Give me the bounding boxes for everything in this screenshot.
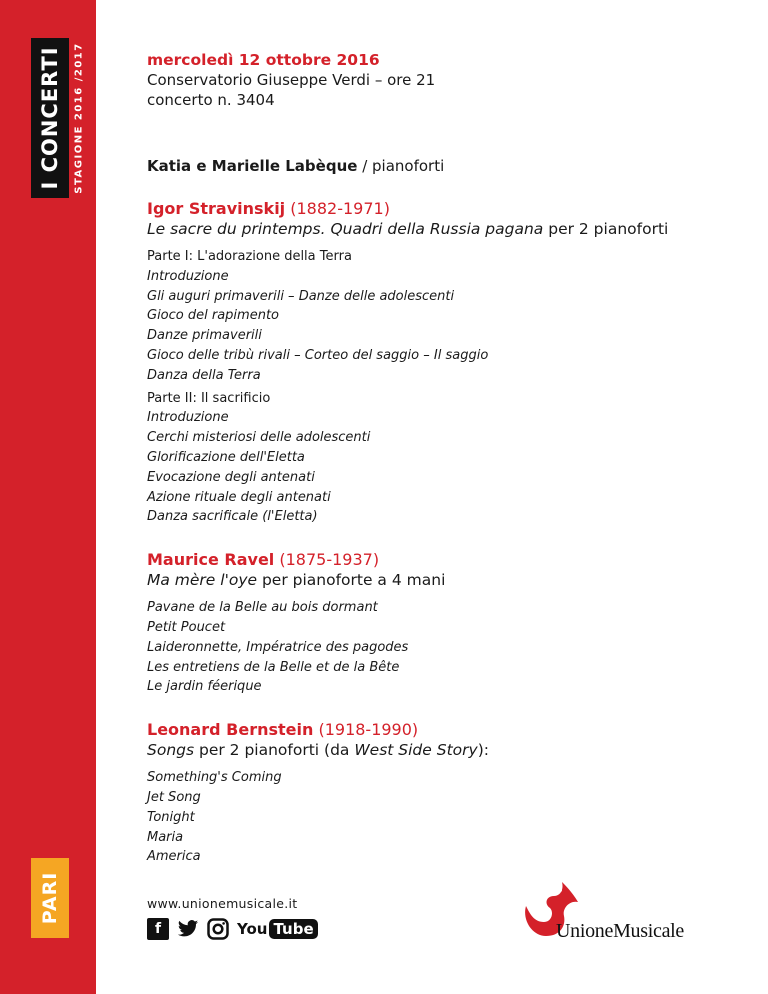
performer-instrument: / pianoforti — [357, 157, 445, 175]
social-links — [147, 918, 318, 940]
movement: Les entretiens de la Belle et de la Bête — [147, 659, 400, 675]
movement: Laideronnette, Impératrice des pagodes — [147, 639, 409, 655]
composer-line — [147, 719, 747, 740]
movement: Gioco del rapimento — [147, 308, 279, 324]
category-label: PARI — [39, 871, 61, 925]
work-title: Ma mère l'oye — [147, 571, 258, 590]
movement: Glorificazione dell'Eletta — [147, 449, 305, 465]
performers — [147, 156, 747, 176]
twitter-icon[interactable] — [177, 918, 199, 940]
part-title: Parte I: L'adorazione della Terra — [147, 249, 352, 264]
movement: Maria — [147, 829, 184, 845]
piece-ravel — [147, 549, 747, 697]
youtube-tube: Tube — [269, 919, 317, 939]
movement: Le jardin féerique — [147, 679, 262, 695]
season-label: STAGIONE 2016 /2017 — [73, 42, 85, 194]
work-scoring: per pianoforte a 4 mani — [257, 571, 446, 590]
concert-number: concerto n. 3404 — [147, 91, 275, 109]
composer-years: (1918-1990) — [313, 720, 419, 740]
sidebar — [0, 0, 96, 994]
movement: Cerchi misteriosi delle adolescenti — [147, 430, 371, 446]
work-title-line — [147, 219, 747, 240]
composer-years: (1882-1971) — [285, 199, 390, 218]
movement: Danza della Terra — [147, 367, 261, 383]
movement: Gli auguri primaverili – Danze delle adolescenti — [147, 288, 455, 304]
movement: Danza sacrificale (l'Eletta) — [147, 509, 318, 525]
part-title: Parte II: Il sacrificio — [147, 390, 271, 406]
movement: Azione rituale degli antenati — [147, 489, 331, 505]
movement: Tonight — [147, 809, 195, 825]
movement: Introduzione — [147, 410, 229, 426]
movement: America — [147, 849, 201, 865]
movement: Petit Poucet — [147, 619, 226, 635]
movement: Danze primaverili — [147, 328, 262, 344]
unione-musicale-logo — [520, 880, 710, 950]
work-scoring: per 2 pianoforti (da — [194, 741, 355, 760]
instagram-icon[interactable] — [207, 918, 229, 940]
composer-name: Maurice Ravel — [147, 550, 275, 570]
movement: Pavane de la Belle au bois dormant — [147, 600, 378, 616]
movement: Jet Song — [147, 789, 201, 805]
work-title: Songs — [147, 741, 195, 760]
work-title: Le sacre du printemps. Quadri della Russia pagana — [147, 220, 544, 238]
program-content — [147, 50, 747, 867]
website-link[interactable]: www.unionemusicale.it — [147, 896, 298, 911]
movement: Gioco delle tribù rivali – Corteo del saggio – Il saggio — [147, 347, 489, 363]
movement: Introduzione — [147, 268, 229, 284]
composer-name: Leonard Bernstein — [147, 720, 314, 740]
movement: Something's Coming — [147, 770, 282, 786]
work-title-line — [147, 740, 747, 761]
composer-years: (1875-1937) — [274, 550, 380, 570]
venue-time: Conservatorio Giuseppe Verdi – ore 21 — [147, 71, 436, 89]
work-title-line — [147, 570, 747, 591]
work-source-title: West Side Story — [354, 741, 478, 760]
movement-list — [147, 247, 747, 527]
composer-line — [147, 549, 747, 570]
youtube-icon[interactable] — [237, 919, 318, 939]
movement-list — [147, 598, 747, 697]
concert-date: mercoledì 12 ottobre 2016 — [147, 51, 380, 69]
composer-line — [147, 198, 747, 219]
youtube-you: You — [237, 920, 268, 938]
series-title: I CONCERTI — [38, 46, 62, 190]
logo-text: UnioneMusicale — [556, 920, 684, 942]
facebook-icon[interactable]: f — [147, 918, 169, 940]
composer-name: Igor Stravinskij — [147, 199, 286, 218]
work-scoring: per 2 pianoforti — [543, 220, 669, 238]
piece-bernstein — [147, 719, 747, 867]
piece-stravinskij — [147, 198, 747, 527]
movement-list — [147, 768, 747, 867]
work-scoring-end: ): — [477, 741, 489, 760]
performer-names: Katia e Marielle Labèque — [147, 157, 358, 175]
movement: Evocazione degli antenati — [147, 469, 315, 485]
